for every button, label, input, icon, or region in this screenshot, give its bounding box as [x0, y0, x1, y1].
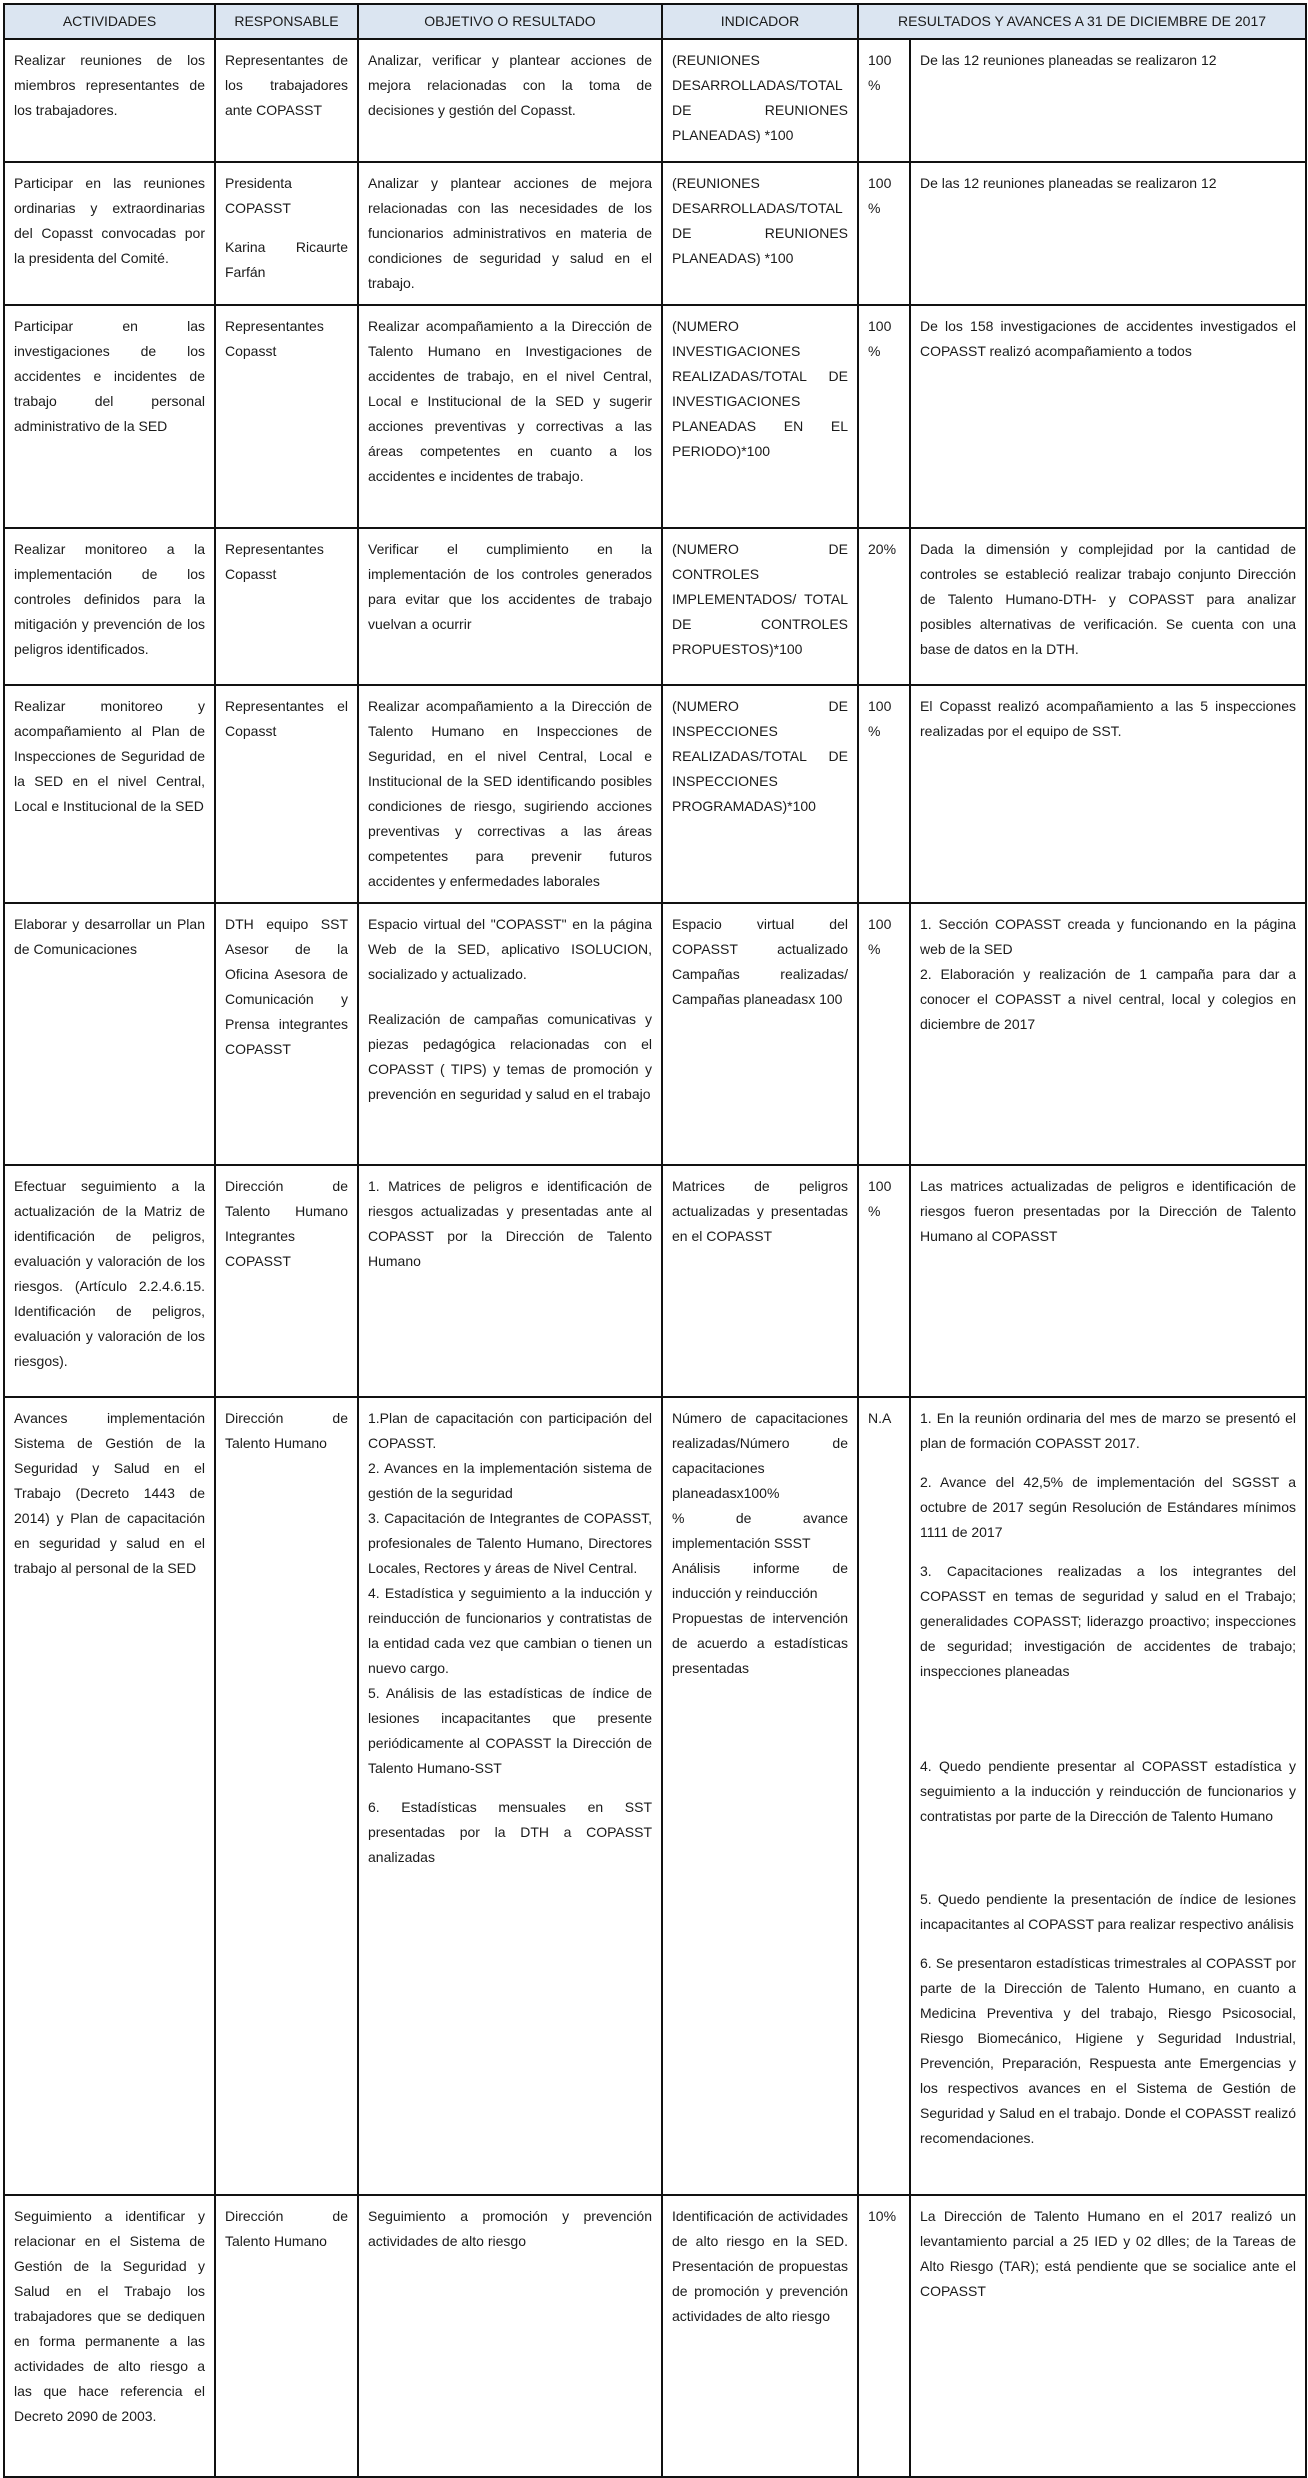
objetivo-paragraph: 2. Avances en la implementación sistema de gestión de la seguridad: [368, 1460, 652, 1501]
indicador-paragraph: Propuestas de intervención de acuerdo a estadísticas presentadas: [672, 1610, 848, 1676]
cell-porcentaje: 100 %: [858, 685, 910, 903]
cell-indicador: [662, 1165, 858, 1397]
cell-resultado: [910, 162, 1306, 305]
objetivo-paragraph: 4. Estadística y seguimiento a la inducción y reinducción de funcionarios y contratistas de la entidad cada vez que cambian o tienen un nuevo cargo.: [368, 1585, 652, 1676]
cell-objetivo: [358, 685, 662, 903]
resultado-paragraph: Dada la dimensión y complejidad por la cantidad de controles se estableció realizar trabajo conjunto Dirección de Talento Humano-DTH- y COPASST para analizar posibles alternativas de verificación. Se cuenta con una base de datos en la DTH.: [920, 541, 1297, 657]
cell-indicador: [662, 1397, 858, 2195]
cell-resultado: [910, 2195, 1306, 2477]
table-row: [4, 162, 1306, 305]
responsable-paragraph: Karina Ricaurte Farfán: [225, 239, 348, 280]
cell-responsable: [215, 1397, 358, 2195]
cell-porcentaje: 100 %: [858, 1165, 910, 1397]
responsable-paragraph: DTH equipo SST Asesor de la Oficina Asesora de Comunicación y Prensa integrantes COPASST: [225, 916, 348, 1057]
responsable-paragraph: Dirección de Talento Humano Integrantes COPASST: [225, 1178, 348, 1269]
resultado-paragraph: El Copasst realizó acompañamiento a las 5 inspecciones realizadas por el equipo de SST.: [920, 698, 1297, 739]
table-row: [4, 1397, 1306, 2195]
cell-actividad: Participar en las investigaciones de los accidentes e incidentes de trabajo del personal administrativo de la SED: [4, 305, 215, 528]
cell-indicador: [662, 903, 858, 1165]
cell-resultado: [910, 1165, 1306, 1397]
responsable-paragraph: Representantes Copasst: [225, 318, 324, 359]
cell-porcentaje: 100 %: [858, 305, 910, 528]
cell-objetivo: [358, 162, 662, 305]
cell-indicador: [662, 162, 858, 305]
responsable-paragraph: Representantes de los trabajadores ante COPASST: [225, 52, 348, 118]
cell-objetivo: [358, 305, 662, 528]
table-body: [4, 39, 1306, 2477]
cell-responsable: [215, 685, 358, 903]
cell-actividad: Realizar reuniones de los miembros representantes de los trabajadores.: [4, 39, 215, 162]
resultado-paragraph: La Dirección de Talento Humano en el 2017 realizó un levantamiento parcial a 25 IED y 02 dlles; de la Tareas de Alto Riesgo (TAR); está pendiente que se socialice ante el COPASST: [920, 2208, 1297, 2299]
cell-responsable: [215, 2195, 358, 2477]
cell-actividad: Seguimiento a identificar y relacionar en el Sistema de Gestión de la Seguridad y Salud en el Trabajo los trabajadores que se dediquen en forma permanente a las actividades de alto riesgo a las que hace referencia el Decreto 2090 de 2003.: [4, 2195, 215, 2477]
cell-porcentaje: N.A: [858, 1397, 910, 2195]
cell-responsable: [215, 39, 358, 162]
resultado-paragraph: De los 158 investigaciones de accidentes investigados el COPASST realizó acompañamiento a todos: [920, 318, 1297, 359]
objetivo-paragraph: Seguimiento a promoción y prevención actividades de alto riesgo: [368, 2208, 652, 2249]
objetivo-paragraph: Realizar acompañamiento a la Dirección de Talento Humano en Investigaciones de accidentes de trabajo, en el nivel Central, Local e Institucional de la SED y sugerir acciones preventivas y correctivas a las áreas competentes en cuanto a los accidentes e incidentes de trabajo.: [368, 318, 652, 484]
cell-actividad: Realizar monitoreo y acompañamiento al Plan de Inspecciones de Seguridad de la SED en el nivel Central, Local e Institucional de la SED: [4, 685, 215, 903]
table-header-row: [4, 4, 1306, 39]
objetivo-paragraph: 3. Capacitación de Integrantes de COPASST, profesionales de Talento Humano, Directores Locales, Rectores y áreas de Nivel Central.: [368, 1510, 652, 1576]
resultado-paragraph: De las 12 reuniones planeadas se realizaron 12: [920, 175, 1217, 191]
indicador-paragraph: (REUNIONES DESARROLLADAS/TOTAL DE REUNIONES PLANEADAS) *100: [672, 52, 848, 143]
cell-resultado: [910, 39, 1306, 162]
cell-indicador: [662, 528, 858, 685]
objetivo-paragraph: 1. Matrices de peligros e identificación de riesgos actualizadas y presentadas ante al COPASST por la Dirección de Talento Humano: [368, 1178, 652, 1269]
table-row: [4, 685, 1306, 903]
cell-responsable: [215, 903, 358, 1165]
cell-resultado: [910, 903, 1306, 1165]
cell-resultado: [910, 528, 1306, 685]
objetivo-paragraph: 1.Plan de capacitación con participación del COPASST.: [368, 1410, 652, 1451]
indicador-paragraph: Número de capacitaciones realizadas/Número de capacitaciones planeadasx100%: [672, 1410, 848, 1501]
cell-resultado: [910, 685, 1306, 903]
header-responsable: RESPONSABLE: [215, 4, 358, 39]
cell-porcentaje: 20%: [858, 528, 910, 685]
table-row: [4, 2195, 1306, 2477]
objetivo-paragraph: Realizar acompañamiento a la Dirección de Talento Humano en Inspecciones de Seguridad, en el nivel Central, Local e Institucional de la SED identificando posibles condiciones de riesgo, sugiriendo acciones preventivas y correctivas a las áreas competentes para prevenir futuros accidentes y enfermedades laborales: [368, 698, 652, 889]
cell-responsable: [215, 305, 358, 528]
responsable-paragraph: Dirección de Talento Humano: [225, 2208, 348, 2249]
cell-resultado: [910, 305, 1306, 528]
cell-indicador: [662, 305, 858, 528]
cell-porcentaje: 100 %: [858, 903, 910, 1165]
cell-responsable: [215, 528, 358, 685]
indicador-paragraph: Espacio virtual del COPASST actualizado Campañas realizadas/ Campañas planeadasx 100: [672, 916, 848, 1007]
header-objetivo: OBJETIVO O RESULTADO: [358, 4, 662, 39]
table-row: [4, 1165, 1306, 1397]
table-row: [4, 39, 1306, 162]
objetivo-paragraph: Espacio virtual del "COPASST" en la página Web de la SED, aplicativo ISOLUCION, socializado y actualizado.: [368, 916, 652, 982]
responsable-paragraph: Representantes el Copasst: [225, 698, 348, 739]
indicador-paragraph: Análisis informe de inducción y reinducción: [672, 1560, 848, 1601]
cell-objetivo: [358, 1397, 662, 2195]
indicador-paragraph: (NUMERO DE CONTROLES IMPLEMENTADOS/ TOTAL DE CONTROLES PROPUESTOS)*100: [672, 541, 848, 657]
resultado-paragraph: De las 12 reuniones planeadas se realizaron 12: [920, 52, 1217, 68]
resultado-paragraph: 2. Elaboración y realización de 1 campaña para dar a conocer el COPASST a nivel central, local y colegios en diciembre de 2017: [920, 966, 1297, 1032]
cell-porcentaje: 100 %: [858, 162, 910, 305]
responsable-paragraph: Representantes Copasst: [225, 541, 324, 582]
cell-indicador: [662, 2195, 858, 2477]
indicador-paragraph: (REUNIONES DESARROLLADAS/TOTAL DE REUNIONES PLANEADAS) *100: [672, 175, 848, 266]
cell-indicador: [662, 39, 858, 162]
cell-actividad: Efectuar seguimiento a la actualización de la Matriz de identificación de peligros, evaluación y valoración de los riesgos. (Artículo 2.2.4.6.15. Identificación de peligros, evaluación y valoración de los riesgos).: [4, 1165, 215, 1397]
cell-indicador: [662, 685, 858, 903]
resultado-paragraph: 6. Se presentaron estadísticas trimestrales al COPASST por parte de la Dirección de Talento Humano, en cuanto a Medicina Preventiva y del trabajo, Riesgo Psicosocial, Riesgo Biomecánico, Higiene y Seguridad Industrial, Prevención, Preparación, Respuesta ante Emergencias y los respectivos avances en el Sistema de Gestión de Seguridad y Salud en el trabajo. Donde el COPASST realizó recomendaciones.: [920, 1955, 1297, 2146]
resultado-paragraph: 1. En la reunión ordinaria del mes de marzo se presentó el plan de formación COPASST 2017.: [920, 1410, 1297, 1451]
table-row: [4, 528, 1306, 685]
indicador-paragraph: (NUMERO DE INSPECCIONES REALIZADAS/TOTAL DE INSPECCIONES PROGRAMADAS)*100: [672, 698, 848, 814]
cell-actividad: Avances implementación Sistema de Gestión de la Seguridad y Salud en el Trabajo (Decreto 1443 de 2014) y Plan de capacitación en seguridad y salud en el trabajo al personal de la SED: [4, 1397, 215, 2195]
header-actividades: ACTIVIDADES: [4, 4, 215, 39]
resultado-paragraph: 1. Sección COPASST creada y funcionando en la página web de la SED: [920, 916, 1297, 957]
resultado-paragraph: 2. Avance del 42,5% de implementación del SGSST a octubre de 2017 según Resolución de Estándares mínimos 1111 de 2017: [920, 1474, 1297, 1540]
objetivo-paragraph: 5. Análisis de las estadísticas de índice de lesiones incapacitantes que presente periódicamente al COPASST la Dirección de Talento Humano-SST: [368, 1685, 652, 1776]
table-row: [4, 305, 1306, 528]
objetivo-paragraph: Verificar el cumplimiento en la implementación de los controles generados para evitar que los accidentes de trabajo vuelvan a ocurrir: [368, 541, 652, 632]
header-indicador: INDICADOR: [662, 4, 858, 39]
cell-objetivo: [358, 903, 662, 1165]
objetivo-paragraph: Realización de campañas comunicativas y piezas pedagógica relacionadas con el COPASST ( TIPS) y temas de promoción y prevención en seguridad y salud en el trabajo: [368, 1011, 652, 1102]
indicador-paragraph: Matrices de peligros actualizadas y presentadas en el COPASST: [672, 1178, 848, 1244]
indicador-paragraph: (NUMERO INVESTIGACIONES REALIZADAS/TOTAL DE INVESTIGACIONES PLANEADAS EN EL PERIODO)*100: [672, 318, 848, 459]
resultado-paragraph: 5. Quedo pendiente la presentación de índice de lesiones incapacitantes al COPASST para realizar respectivo análisis: [920, 1891, 1297, 1932]
resultado-paragraph: 4. Quedo pendiente presentar al COPASST estadística y seguimiento a la inducción y reinducción de funcionarios y contratistas por parte de la Dirección de Talento Humano: [920, 1758, 1297, 1824]
cell-responsable: [215, 1165, 358, 1397]
cell-objetivo: [358, 1165, 662, 1397]
cell-actividad: Participar en las reuniones ordinarias y extraordinarias del Copasst convocadas por la presidenta del Comité.: [4, 162, 215, 305]
objetivo-paragraph: Analizar y plantear acciones de mejora relacionadas con las necesidades de los funcionarios administrativos en materia de condiciones de seguridad y salud en el trabajo.: [368, 175, 652, 291]
objetivo-paragraph: Analizar, verificar y plantear acciones de mejora relacionadas con la toma de decisiones y gestión del Copasst.: [368, 52, 652, 118]
cell-actividad: Elaborar y desarrollar un Plan de Comunicaciones: [4, 903, 215, 1165]
indicador-paragraph: % de avance implementación SSST: [672, 1510, 848, 1551]
resultado-paragraph: Las matrices actualizadas de peligros e identificación de riesgos fueron presentadas por la Dirección de Talento Humano al COPASST: [920, 1178, 1297, 1244]
cell-porcentaje: 10%: [858, 2195, 910, 2477]
activities-table: [3, 3, 1307, 2478]
cell-porcentaje: 100 %: [858, 39, 910, 162]
cell-objetivo: [358, 39, 662, 162]
responsable-paragraph: Presidenta COPASST: [225, 175, 292, 216]
cell-actividad: Realizar monitoreo a la implementación de los controles definidos para la mitigación y prevención de los peligros identificados.: [4, 528, 215, 685]
table-row: [4, 903, 1306, 1165]
indicador-paragraph: Identificación de actividades de alto riesgo en la SED. Presentación de propuestas de promoción y prevención actividades de alto riesgo: [672, 2208, 848, 2324]
header-resultados: RESULTADOS Y AVANCES A 31 DE DICIEMBRE DE 2017: [858, 4, 1306, 39]
resultado-paragraph: 3. Capacitaciones realizadas a los integrantes del COPASST en temas de seguridad y salud en el Trabajo; generalidades COPASST; liderazgo proactivo; inspecciones de seguridad; investigación de accidentes de trabajo; inspecciones planeadas: [920, 1563, 1297, 1679]
cell-responsable: [215, 162, 358, 305]
objetivo-paragraph: 6. Estadísticas mensuales en SST presentadas por la DTH a COPASST analizadas: [368, 1799, 652, 1865]
cell-objetivo: [358, 2195, 662, 2477]
cell-objetivo: [358, 528, 662, 685]
cell-resultado: [910, 1397, 1306, 2195]
responsable-paragraph: Dirección de Talento Humano: [225, 1410, 348, 1451]
